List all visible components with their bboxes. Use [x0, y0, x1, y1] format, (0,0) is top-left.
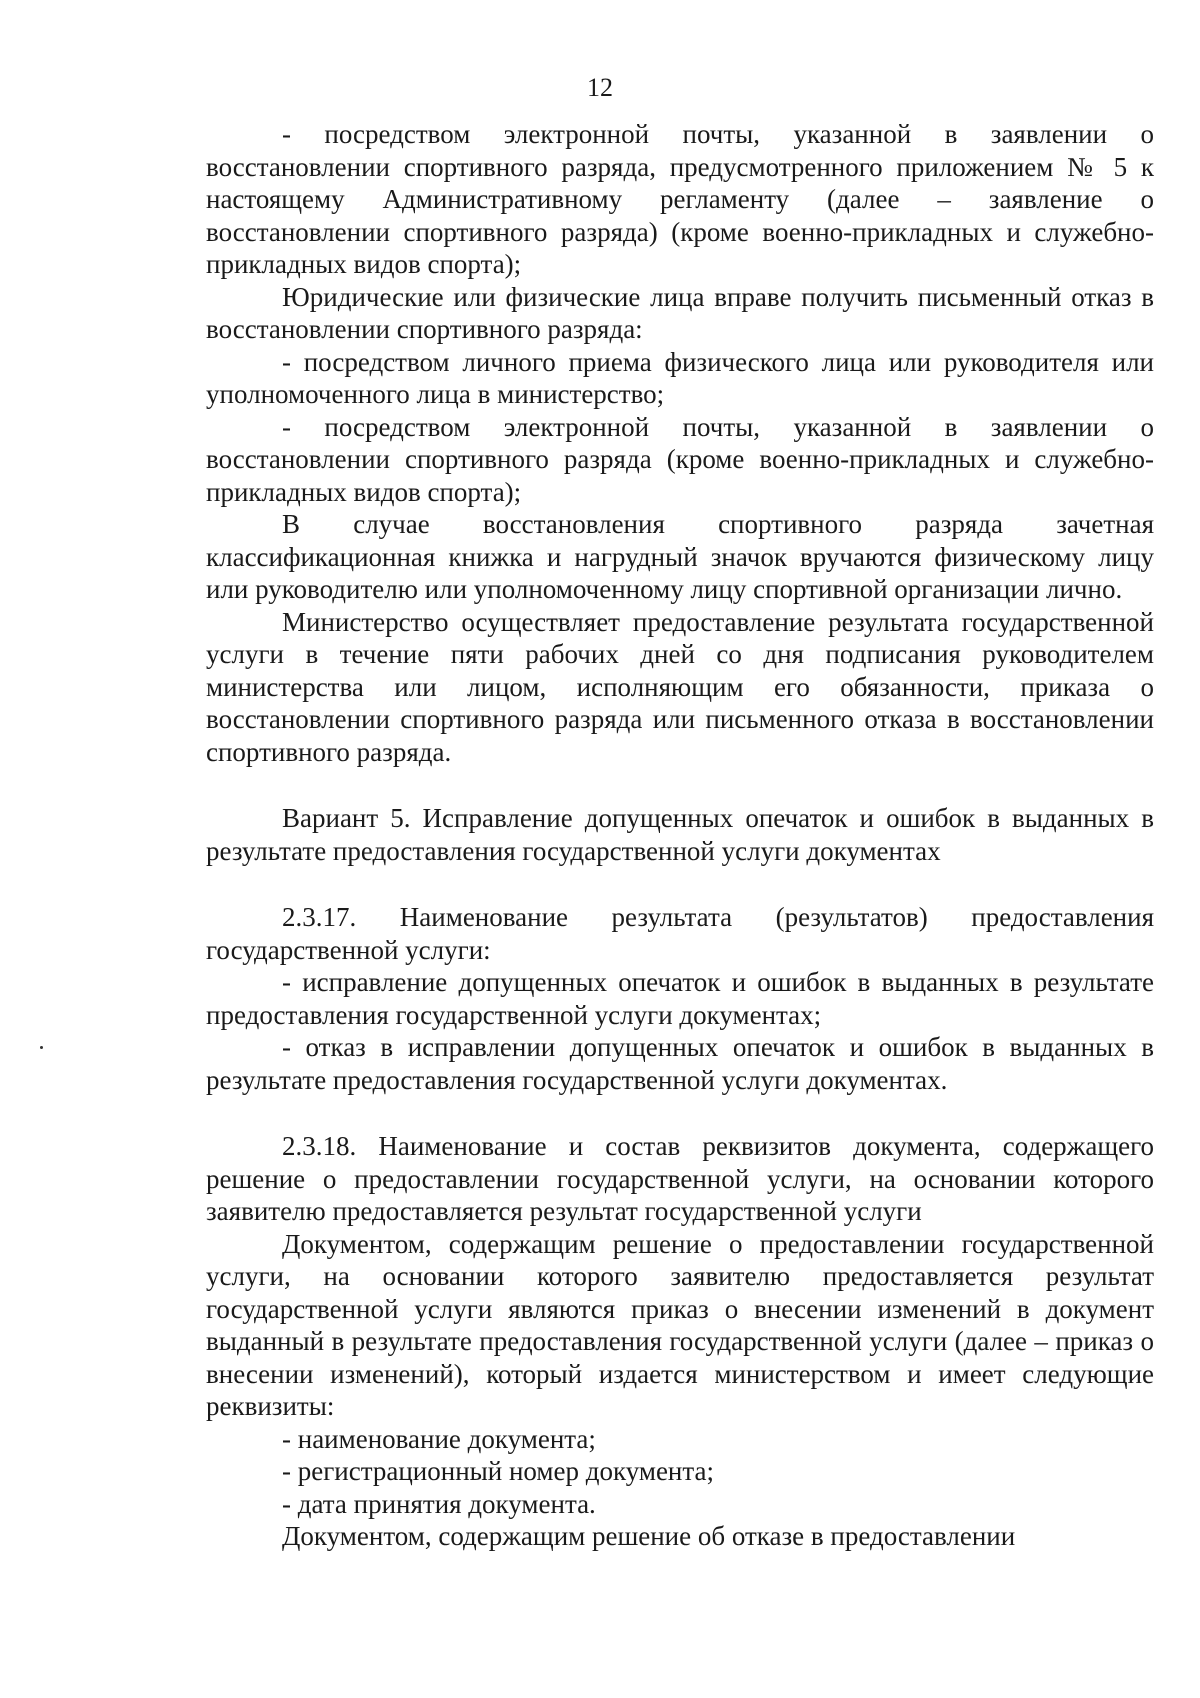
list-item-adoption-date: - дата принятия документа. — [282, 1488, 596, 1519]
section-gap — [206, 867, 1154, 901]
paragraph-refusal-rights: Юридические или физические лица вправе получить письменный отказ в восстановлении спортивного разряда: — [206, 281, 1154, 344]
paragraph-refusal-document: Документом, содержащим решение об отказе в предоставлении — [282, 1521, 1016, 1551]
scan-speck — [40, 1046, 43, 1049]
paragraph-2-3-17: 2.3.17. Наименование результата (результатов) предоставления государственной услуги: — [206, 902, 1154, 965]
list-item-correction-refusal: - отказ в исправлении допущенных опечаток и ошибок в выданных в результате предоставления государственной услуги документах. — [206, 1032, 1154, 1095]
paragraph-personal-reception: - посредством личного приема физического лица или руководителя или уполномоченного лица в министерство; — [206, 346, 1154, 409]
list-item-doc-name: - наименование документа; — [282, 1423, 596, 1454]
list-item-correction: - исправление допущенных опечаток и ошибок в выданных в результате предоставления государственной услуги документах; — [206, 967, 1154, 1030]
list-item-reg-number: - регистрационный номер документа; — [282, 1456, 714, 1486]
section-gap — [206, 768, 1154, 802]
paragraph-ministry-term: Министерство осуществляет предоставление результата государственной услуги в течение пяти рабочих дней со дня подписания руководителем министерства или лицом, исполняющим его обязанности, приказа о восстановлении спортивного разряда или письменного отказа в восстановлении спортивного разряда. — [206, 606, 1154, 767]
paragraph-email-refusal: - посредством электронной почты, указанной в заявлении о восстановлении спортивного разряда (кроме военно-прикладных и служебно-прикладных видов спорта); — [206, 411, 1154, 507]
paragraph-email-delivery: - посредством электронной почты, указанной в заявлении о восстановлении спортивного разряда, предусмотренного приложением № 5 к настоящему Административному регламенту (далее – заявление о восстановлении спортивного разряда) (кроме военно-прикладных и служебно-прикладных видов спорта); — [206, 119, 1154, 279]
section-heading-variant-5: Вариант 5. Исправление допущенных опечаток и ошибок в выданных в результате предоставления государственной услуги документах — [206, 803, 1154, 866]
paragraph-badge-delivery: В случае восстановления спортивного разряда зачетная классификационная книжка и нагрудный значок вручаются физическому лицу или руководителю или уполномоченному лицу спортивной организации лично. — [206, 509, 1154, 604]
document-body — [206, 118, 1154, 1553]
section-gap — [206, 1096, 1154, 1130]
paragraph-order-document: Документом, содержащим решение о предоставлении государственной услуги, на основании которого заявителю предоставляется результат государственной услуги являются приказ о внесении изменений в документ выданный в результате предоставления государственной услуги (далее – приказ о внесении изменений), который издается министерством и имеет следующие реквизиты: — [206, 1228, 1154, 1421]
paragraph-2-3-18: 2.3.18. Наименование и состав реквизитов документа, содержащего решение о предоставлении государственной услуги, на основании которого заявителю предоставляется результат государственной услуги — [206, 1131, 1154, 1226]
page-number: 12 — [587, 73, 613, 102]
